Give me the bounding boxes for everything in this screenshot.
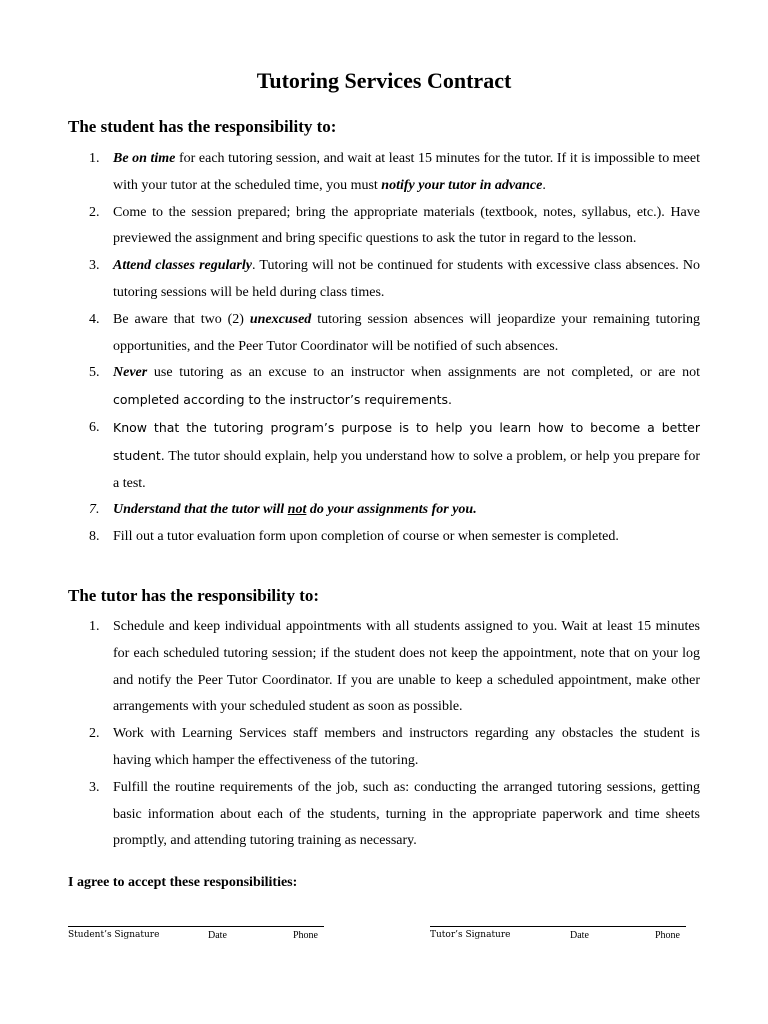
tutor-responsibility-item-number: 2. (89, 726, 100, 742)
student-responsibility-item (68, 497, 700, 524)
student-responsibility-item-text: unexcused (249, 311, 312, 327)
tutor-phone-label: Phone (655, 930, 680, 941)
student-responsibility-item (68, 524, 700, 551)
student-responsibility-item (68, 307, 700, 361)
student-responsibility-item (68, 253, 700, 307)
student-responsibility-item-text: . Tutoring will not be continued for students with excessive class absences. No tutoring sessions will be held during class times. (113, 258, 700, 300)
tutor-responsibility-item-number: 1. (89, 619, 100, 634)
tutor-responsibility-item (68, 721, 700, 775)
student-responsibility-item-text: notify your tutor in advance (381, 177, 543, 193)
student-date-label: Date (208, 930, 227, 941)
student-signature-block (68, 916, 324, 944)
student-phone-label: Phone (293, 930, 318, 941)
student-responsibility-item-text: Fill out a tutor evaluation form upon completion of course or when semester is completed. (113, 529, 619, 545)
student-responsibility-item (68, 146, 700, 200)
student-responsibility-item-text: Come to the session prepared; bring the appropriate materials (textbook, notes, syllabus, etc.). Have previewed the assignment and bring specific questions to ask the tutor in regard to the lesson. (113, 204, 700, 247)
student-responsibility-item-number: 3. (89, 258, 100, 274)
tutor-responsibility-item-text: Schedule and keep individual appointments with all students assigned to you. Wait at least 15 minutes for each scheduled tutoring session; if the student does not keep the appointment, note that on your log and notify the Peer Tutor Coordinator. If you are unable to keep a scheduled appointment, make other arrangements with your scheduled student as soon as possible. (113, 619, 700, 715)
student-responsibility-item (68, 415, 700, 497)
student-responsibility-item-text: Understand that the tutor will (113, 502, 288, 518)
student-responsibility-item-text: do your assignments for you. (306, 502, 477, 518)
student-responsibility-item-text: Know that the tutoring program’s purpose is to help you learn how to become a better student. (113, 419, 700, 463)
student-responsibility-item-text: not (287, 502, 307, 518)
tutor-signature-line[interactable] (430, 916, 686, 927)
student-responsibility-item-number: 7. (89, 502, 100, 518)
tutor-section-heading: The tutor has the responsibility to: (68, 586, 320, 605)
tutor-signature-block (430, 916, 686, 944)
tutor-signature-label: Tutor’s Signature (430, 930, 511, 940)
tutor-responsibility-item (68, 614, 700, 721)
student-responsibility-item-text: use tutoring as an excuse to an instructor when assignments are not completed, or are not (147, 365, 700, 381)
student-responsibility-item-text: Be aware that two (2) (113, 311, 250, 327)
student-responsibility-item-number: 2. (89, 204, 100, 220)
student-responsibility-item-number: 8. (89, 529, 100, 545)
tutor-date-label: Date (570, 930, 589, 941)
student-signature-line[interactable] (68, 916, 324, 927)
page-title: Tutoring Services Contract (256, 68, 512, 93)
student-responsibility-item-text: Be on time (113, 151, 176, 166)
student-responsibility-item-text: Never (113, 365, 148, 381)
student-responsibility-item-text: for each tutoring session, and wait at least 15 minutes for the tutor. If it is impossible to meet with your tutor at the scheduled time, you must (113, 151, 700, 193)
tutor-responsibility-item-number: 3. (89, 779, 100, 795)
student-responsibility-item-text: completed according to the instructor’s requirements. (113, 392, 453, 408)
student-section-heading: The student has the responsibility to: (68, 117, 337, 136)
student-responsibility-item-text: The tutor should explain, help you understand how to solve a problem, or help you prepare for a test. (113, 448, 700, 491)
tutor-responsibility-item-text: Work with Learning Services staff members and instructors regarding any obstacles the student is having which hamper the effectiveness of the tutoring. (113, 726, 700, 768)
student-signature-label: Student’s Signature (68, 930, 160, 940)
student-responsibility-item-text: tutoring session absences will jeopardize your remaining tutoring opportunities, and the Peer Tutor Coordinator will be notified of such absences. (113, 311, 700, 354)
student-responsibility-item-text: Attend classes regularly (113, 258, 252, 274)
student-responsibility-item (68, 200, 700, 254)
tutor-responsibility-item (68, 775, 700, 855)
student-responsibility-item-number: 6. (89, 419, 100, 435)
student-responsibility-item-number: 4. (89, 311, 100, 327)
student-responsibility-item (68, 360, 700, 415)
tutor-responsibility-list (68, 614, 700, 855)
tutor-responsibility-item-text: Fulfill the routine requirements of the job, such as: conducting the arranged tutoring sessions, getting basic information about each of the students, turning in the appropriate paperwork and time sheets promptly, and attending tutoring training as necessary. (113, 779, 700, 849)
student-responsibility-list (68, 146, 700, 551)
student-responsibility-item-text: . (542, 177, 546, 193)
agreement-statement: I agree to accept these responsibilities: (68, 875, 298, 890)
student-responsibility-item-number: 1. (89, 151, 100, 166)
student-responsibility-item-number: 5. (89, 365, 100, 381)
